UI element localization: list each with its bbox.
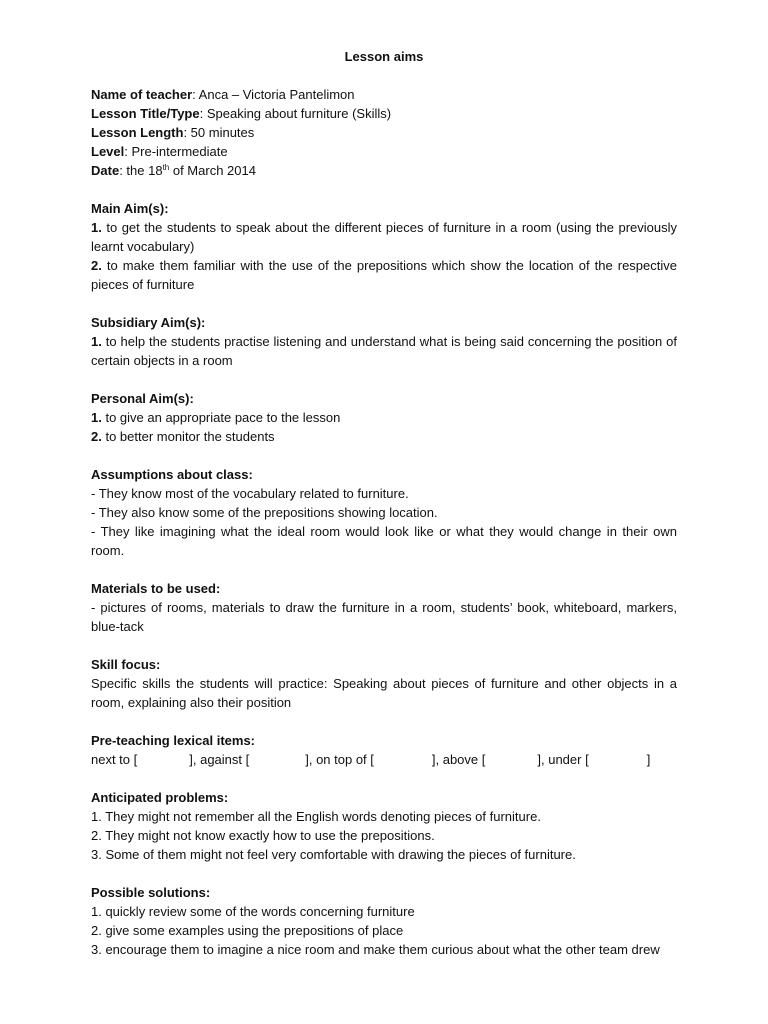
materials-text: - pictures of rooms, materials to draw the furniture in a room, students’ book, whiteboard, markers, blue-tack: [91, 600, 677, 634]
assumptions-section: [91, 465, 677, 560]
lesson-title-line: [91, 104, 677, 123]
level-line: [91, 142, 677, 161]
solutions-section: [91, 883, 677, 959]
problems-section: [91, 788, 677, 864]
lesson-length-label: Lesson Length: [91, 125, 184, 140]
solution-item: 1. quickly review some of the words concerning furniture: [91, 904, 415, 919]
personal-aim-item: [91, 427, 677, 446]
personal-aim-item: [91, 408, 677, 427]
subsidiary-aims-heading: Subsidiary Aim(s):: [91, 315, 206, 330]
skill-focus-text: Specific skills the students will practice: Speaking about pieces of furniture and other objects in a room, explaining also their position: [91, 676, 677, 710]
personal-aim-number: 2.: [91, 429, 102, 444]
teacher-line: [91, 85, 677, 104]
assumption-item: - They also know some of the prepositions showing location.: [91, 505, 438, 520]
subsidiary-aim-item: [91, 332, 677, 370]
lexical-heading: Pre-teaching lexical items:: [91, 733, 256, 748]
main-aim-item: [91, 218, 677, 256]
lesson-length-value: : 50 minutes: [183, 125, 255, 140]
solutions-heading: Possible solutions:: [91, 885, 211, 900]
lexical-item-against: ], against [: [189, 752, 250, 767]
assumption-item: - They know most of the vocabulary related to furniture.: [91, 486, 409, 501]
lexical-item-on-top-of: ], on top of [: [305, 752, 374, 767]
main-aim-number: 1.: [91, 220, 102, 235]
main-aim-number: 2.: [91, 258, 102, 273]
solution-item: 3. encourage them to imagine a nice room and make them curious about what the other team drew: [91, 942, 660, 957]
lexical-item-under: ], under [: [537, 752, 589, 767]
level-value: : Pre-intermediate: [124, 144, 228, 159]
lexical-item-close: ]: [646, 752, 651, 767]
date-label: Date: [91, 163, 120, 178]
date-line: [91, 161, 677, 180]
personal-aim-text: to better monitor the students: [101, 429, 275, 444]
solution-item: 2. give some examples using the prepositions of place: [91, 923, 404, 938]
subsidiary-aim-text: to help the students practise listening and understand what is being said concerning the position of certain objects in a room: [91, 334, 677, 368]
lexical-item-above: ], above [: [431, 752, 486, 767]
lesson-info: [91, 85, 677, 180]
skill-focus-section: [91, 655, 677, 712]
teacher-label: Name of teacher: [91, 87, 193, 102]
problem-item: 2. They might not know exactly how to use the prepositions.: [91, 828, 435, 843]
materials-section: [91, 579, 677, 636]
date-value-pre: : the 18: [119, 163, 163, 178]
personal-aims-section: [91, 389, 677, 446]
main-aim-text: to get the students to speak about the different pieces of furniture in a room (using the previously learnt vocabulary): [91, 220, 677, 254]
personal-aim-text: to give an appropriate pace to the lesson: [101, 410, 341, 425]
document-title: Lesson aims: [344, 49, 424, 64]
materials-heading: Materials to be used:: [91, 581, 221, 596]
lesson-title-value: : Speaking about furniture (Skills): [199, 106, 392, 121]
personal-aim-number: 1.: [91, 410, 102, 425]
personal-aims-heading: Personal Aim(s):: [91, 391, 194, 406]
subsidiary-aim-number: 1.: [91, 334, 102, 349]
lexical-section: [91, 731, 677, 769]
subsidiary-aims-section: [91, 313, 677, 370]
main-aim-text: to make them familiar with the use of the prepositions which show the location of the respective pieces of furniture: [91, 258, 677, 292]
main-aims-heading: Main Aim(s):: [91, 201, 169, 216]
problems-heading: Anticipated problems:: [91, 790, 229, 805]
lexical-items-row: [91, 750, 677, 769]
assumption-item: - They like imagining what the ideal room would look like or what they would change in their own room.: [91, 524, 677, 558]
problem-item: 3. Some of them might not feel very comfortable with drawing the pieces of furniture.: [91, 847, 576, 862]
date-superscript: th: [162, 163, 170, 172]
teacher-value: : Anca – Victoria Pantelimon: [192, 87, 355, 102]
lexical-item-next-to: next to [: [91, 752, 138, 767]
lesson-title-label: Lesson Title/Type: [91, 106, 200, 121]
lesson-length-line: [91, 123, 677, 142]
assumptions-heading: Assumptions about class:: [91, 467, 253, 482]
date-value-post: of March 2014: [169, 163, 256, 178]
main-aim-item: [91, 256, 677, 294]
problem-item: 1. They might not remember all the English words denoting pieces of furniture.: [91, 809, 541, 824]
skill-focus-heading: Skill focus:: [91, 657, 161, 672]
level-label: Level: [91, 144, 125, 159]
main-aims-section: [91, 199, 677, 294]
